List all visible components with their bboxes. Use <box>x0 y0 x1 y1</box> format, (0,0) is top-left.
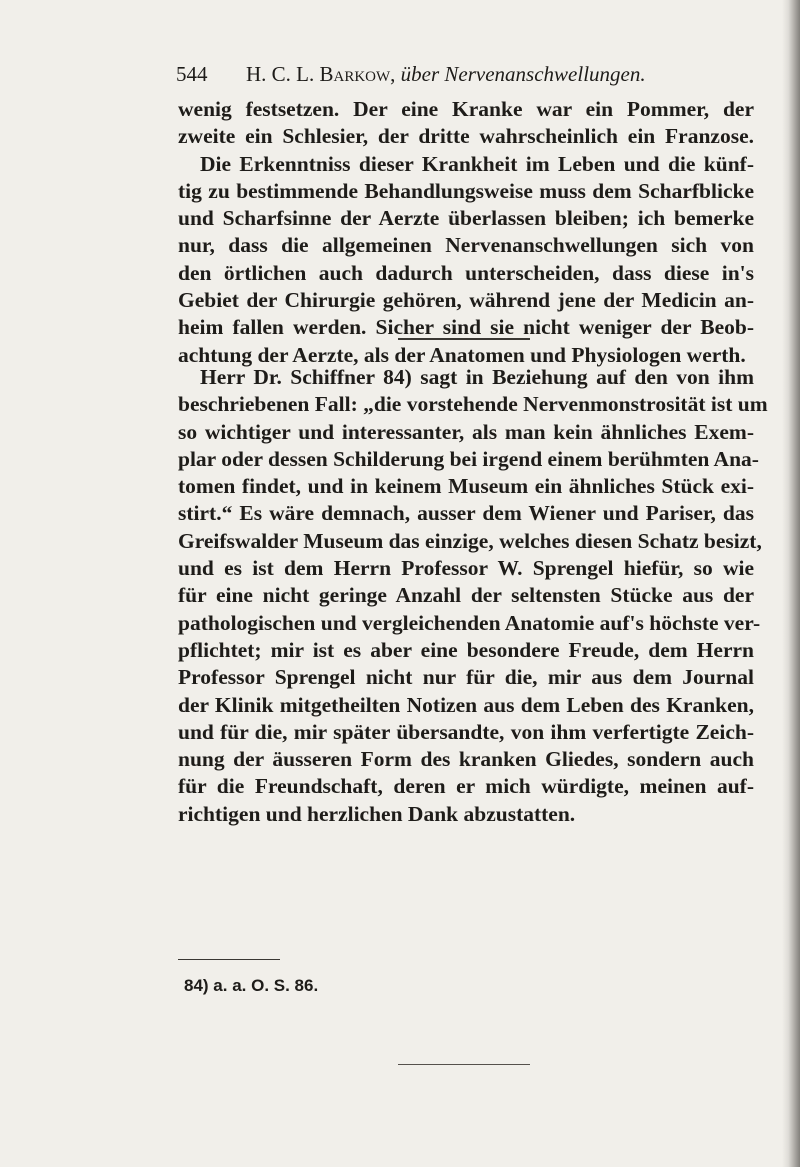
text-line: und Scharfsinne der Aerzte überlassen bleiben; ich bemerke <box>178 206 754 231</box>
text-line: pathologischen und vergleichenden Anatomie auf's höchste ver- <box>178 610 761 635</box>
text-line: für eine nicht geringe Anzahl der seltensten Stücke aus der <box>178 583 754 608</box>
text-line: zweite ein Schlesier, der dritte wahrscheinlich ein Franzose. <box>178 124 754 149</box>
paragraph-1 <box>178 96 754 369</box>
text-line: stirt.“ Es wäre demnach, ausser dem Wiener und Pariser, das <box>178 501 754 526</box>
paragraph-2 <box>178 364 768 828</box>
text-line: nung der äusseren Form des kranken Gliedes, sondern auch <box>178 747 754 772</box>
page-number: 544 <box>176 62 208 86</box>
text-line: Professor Sprengel nicht nur für die, mir aus dem Journal <box>178 665 754 690</box>
text-line: nur, dass die allgemeinen Nervenanschwellungen sich von <box>178 233 754 258</box>
bottom-rule <box>398 1064 530 1065</box>
page-edge-shadow <box>782 0 800 1167</box>
text-line: pflichtet; mir ist es aber eine besondere Freude, dem Herrn <box>178 637 754 662</box>
text-line: achtung der Aerzte, als der Anatomen und Physiologen werth. <box>178 342 746 367</box>
text-line: plar oder dessen Schilderung bei irgend einem berühmten Ana- <box>178 446 759 471</box>
text-line: der Klinik mitgetheilten Notizen aus dem Leben des Kranken, <box>178 692 754 717</box>
text-line: für die Freundschaft, deren er mich würdigte, meinen auf- <box>178 774 754 799</box>
text-line: Die Erkenntniss dieser Krankheit im Leben und die künf- <box>200 151 754 176</box>
text-line: Greifswalder Museum das einzige, welches diesen Schatz besizt, <box>178 528 762 553</box>
running-head-title: über Nervenanschwellungen. <box>400 62 646 86</box>
text-line: beschriebenen Fall: „die vorstehende Nervenmonstrosität ist um <box>178 392 768 417</box>
section-divider <box>398 338 530 340</box>
running-head <box>246 62 646 87</box>
text-line: tig zu bestimmende Behandlungsweise muss dem Scharfblicke <box>178 178 754 203</box>
text-line: Herr Dr. Schiffner 84) sagt in Beziehung auf den von ihm <box>200 365 754 389</box>
footnote: 84) a. a. O. S. 86. <box>184 976 319 995</box>
text-line: heim fallen werden. Sicher sind sie nicht weniger der Beob- <box>178 315 754 340</box>
text-line: den örtlichen auch dadurch unterscheiden, dass diese in's <box>178 260 754 285</box>
footnote-rule <box>178 959 280 960</box>
text-line: tomen findet, und in keinem Museum ein ähnliches Stück exi- <box>178 474 754 499</box>
text-line: Gebiet der Chirurgie gehören, während jene der Medicin an- <box>178 288 754 313</box>
text-line: wenig festsetzen. Der eine Kranke war ein Pommer, der <box>178 97 754 121</box>
text-line: und es ist dem Herrn Professor W. Sprengel hiefür, so wie <box>178 556 754 581</box>
text-line: richtigen und herzlichen Dank abzustatten. <box>178 801 576 826</box>
text-line: und für die, mir später übersandte, von ihm verfertigte Zeich- <box>178 719 754 744</box>
running-head-author: H. C. L. Barkow, <box>246 62 396 86</box>
text-line: so wichtiger und interessanter, als man kein ähnliches Exem- <box>178 419 754 444</box>
